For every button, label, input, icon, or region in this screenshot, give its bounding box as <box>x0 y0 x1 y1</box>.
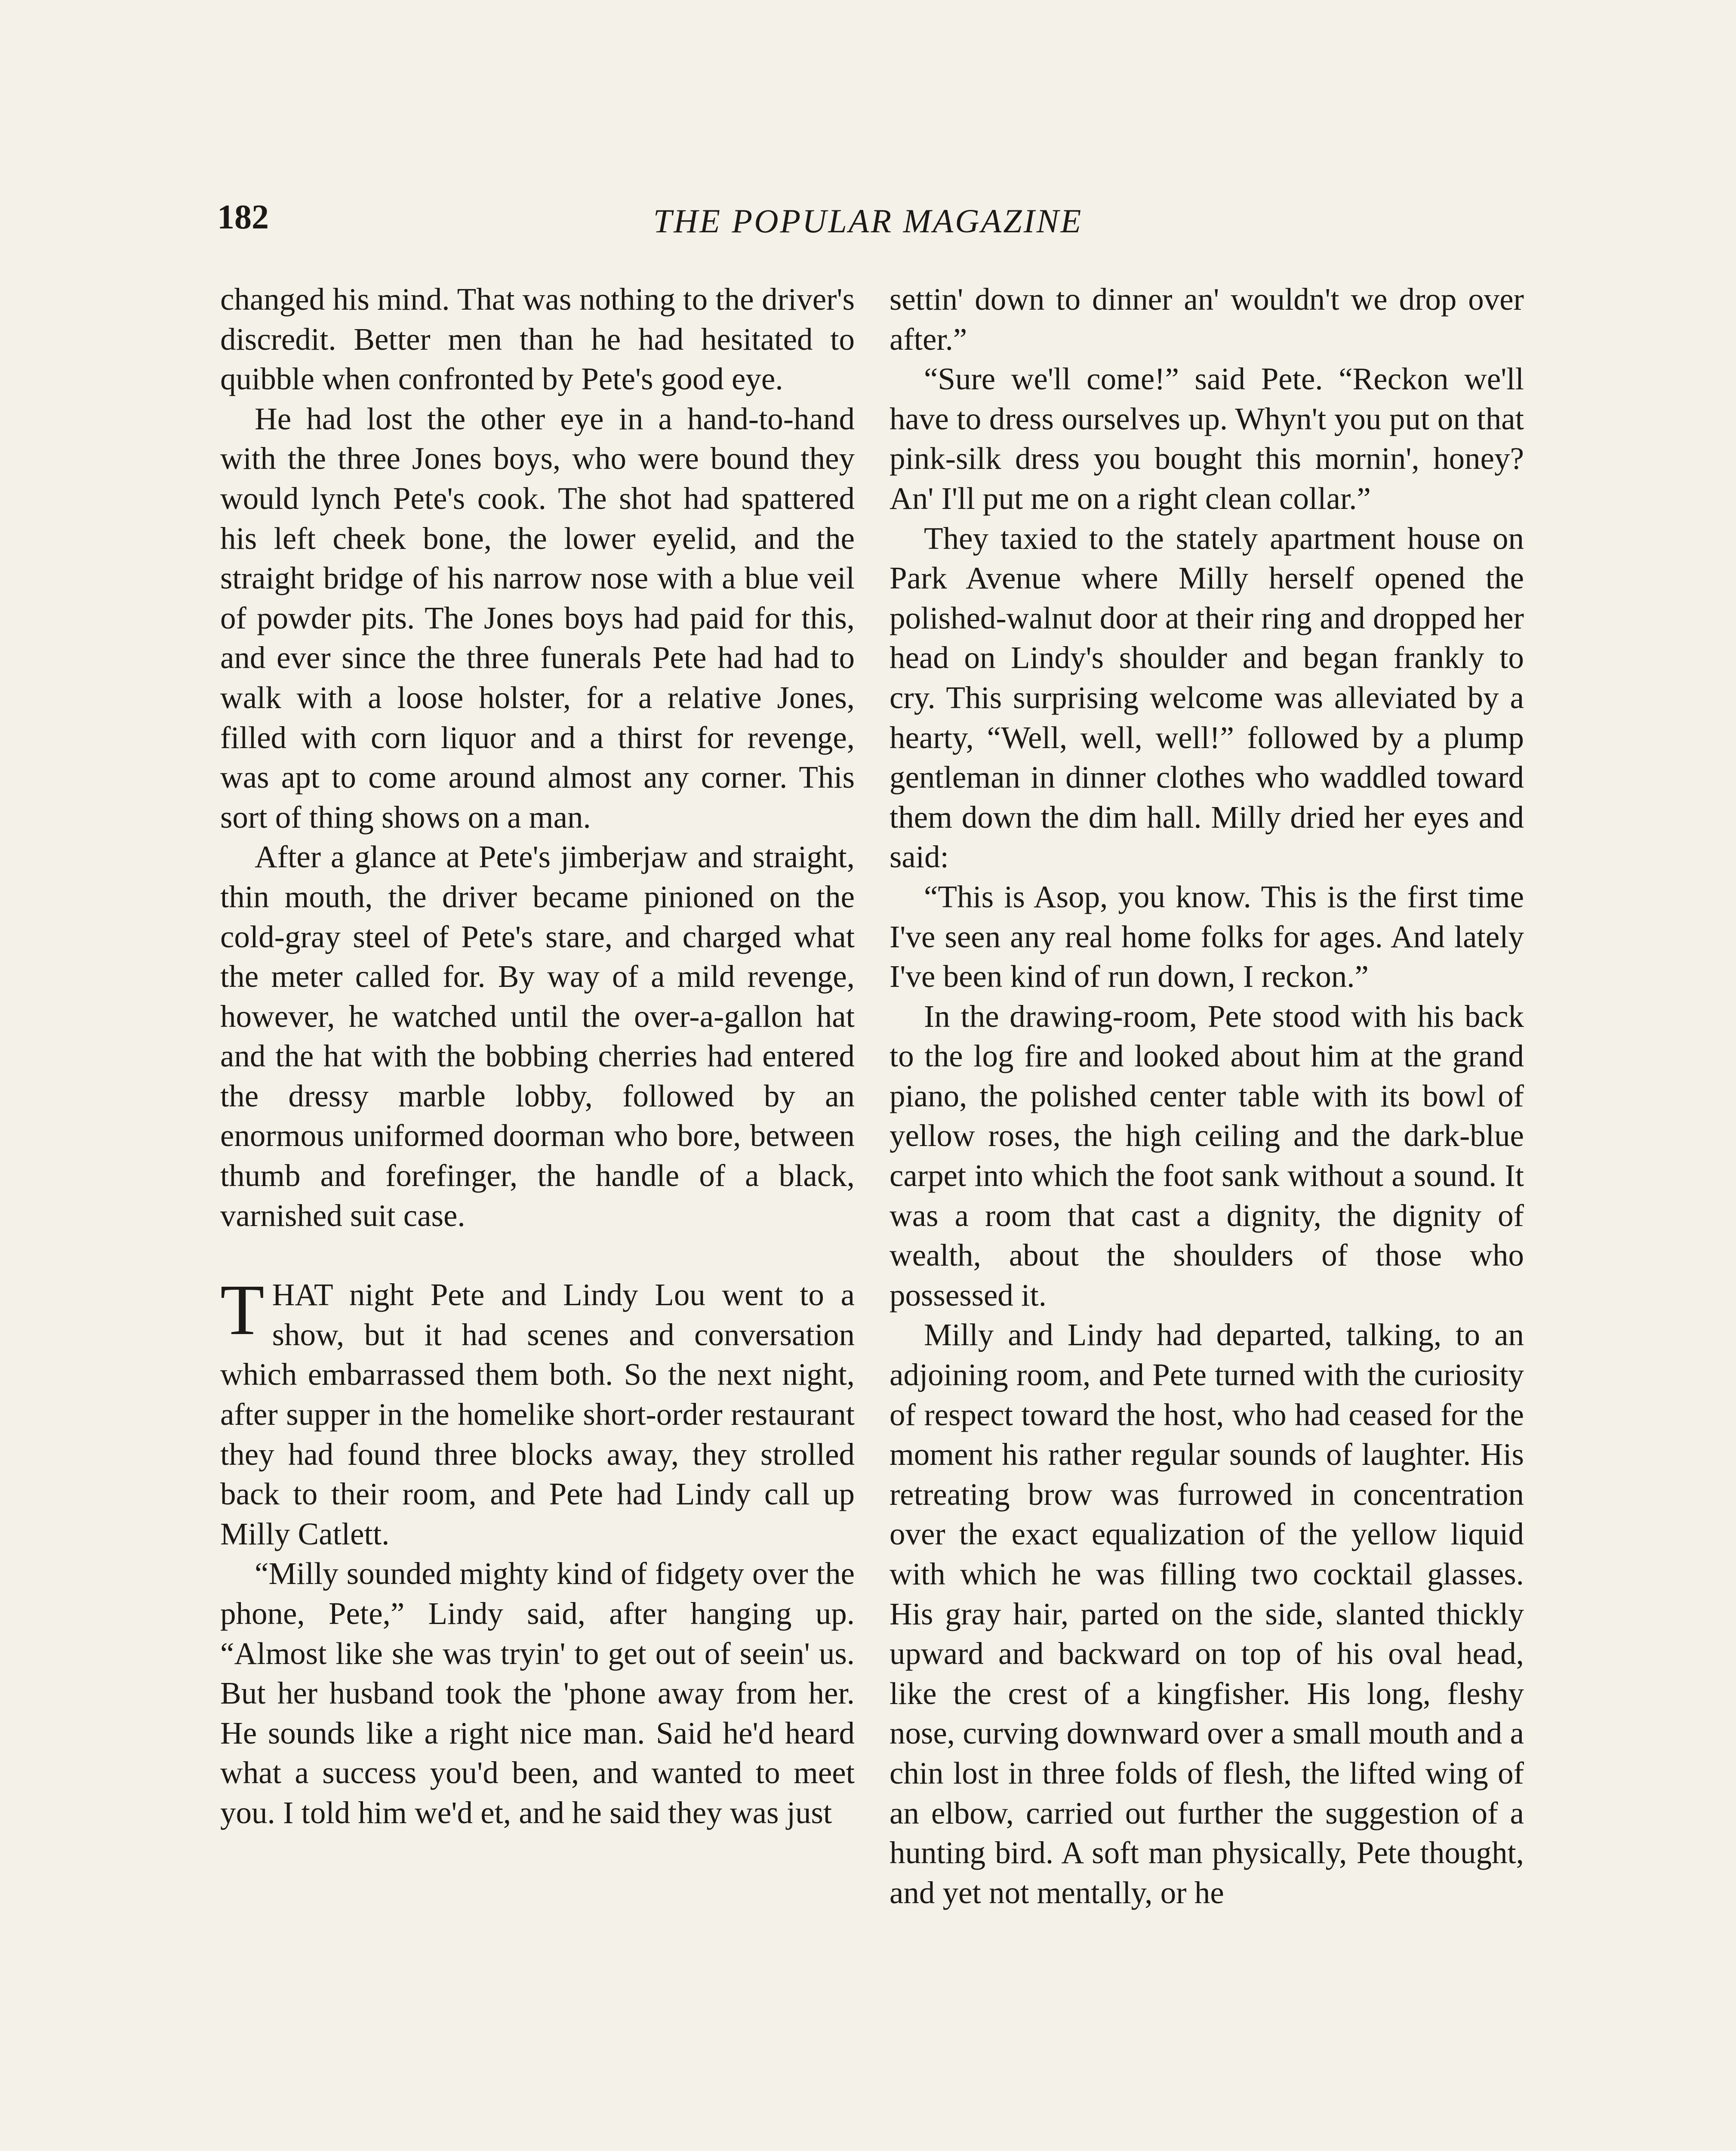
section-paragraph <box>220 1270 855 1554</box>
paragraph: “This is Asop, you know. This is the first time I've seen any real home folks for ages. And lately I've been kind of run down, I reckon.” <box>890 879 1524 994</box>
paragraph: They taxied to the stately apartment house on Park Avenue where Milly herself opened the polished-walnut door at their ring and dropped her head on Lindy's shoulder and began frankly to cry. This surprising welcome was alleviated by a hearty, “Well, well, well!” followed by a plump gentleman in dinner clothes who waddled toward them down the dim hall. Milly dried her eyes and said: <box>890 521 1524 875</box>
left-column <box>220 280 855 1833</box>
paragraph: settin' down to dinner an' wouldn't we drop over after.” <box>890 282 1524 357</box>
paragraph: In the drawing-room, Pete stood with his back to the log fire and looked about him at the grand piano, the polished center table with its bowl of yellow roses, the high ceiling and the dark-blue carpet into which the foot sank without a sound. It was a room that cast a dignity, the dignity of wealth, about the shoulders of those who possessed it. <box>890 998 1524 1313</box>
paragraph: “Sure we'll come!” said Pete. “Reckon we'll have to dress ourselves up. Whyn't you put on that pink-silk dress you bought this mornin', honey? An' I'll put me on a right clean collar.” <box>890 361 1524 516</box>
running-head: THE POPULAR MAGAZINE <box>653 202 1083 240</box>
paragraph: “Milly sounded mighty kind of fidgety over the phone, Pete,” Lindy said, after hanging up. “Almost like she was tryin' to get out of seein' us. But her husband took the 'phone away from her. He sounds like a right nice man. Said he'd heard what a success you'd been, and wanted to meet you. I told him we'd et, and he said they was just <box>220 1556 855 1830</box>
paragraph: After a glance at Pete's jimberjaw and straight, thin mouth, the driver became pinioned on the cold-gray steel of Pete's stare, and charged what the meter called for. By way of a mild revenge, however, he watched until the over-a-gallon hat and the hat with the bobbing cherries had entered the dressy marble lobby, followed by an enormous uniformed doorman who bore, between thumb and forefinger, the handle of a black, varnished suit case. <box>220 839 855 1233</box>
page-number: 182 <box>217 198 269 236</box>
drop-cap: T <box>220 1270 265 1350</box>
paragraph: Milly and Lindy had departed, talking, to an adjoining room, and Pete turned with the curiosity of respect toward the host, who had ceased for the moment his rather regular sounds of laughter. His retreating brow was furrowed in concentration over the exact equalization of the yellow liquid with which he was filling two cocktail glasses. His gray hair, parted on the side, slanted thickly upward and backward on top of his oval head, like the crest of a kingfisher. His long, fleshy nose, curving downward over a small mouth and a chin lost in three folds of flesh, the lifted wing of an elbow, carried out further the suggestion of a hunting bird. A soft man physically, Pete thought, and yet not mentally, or he <box>890 1317 1524 1910</box>
paragraph-text: HAT night Pete and Lindy Lou went to a show, but it had scenes and conversation which embarrassed them both. So the next night, after supper in the homelike short-order restaurant they had found three blocks away, they strolled back to their room, and Pete had Lindy call up Milly Catlett. <box>220 1277 855 1551</box>
right-column <box>890 280 1524 1913</box>
paragraph: changed his mind. That was nothing to the driver's discredit. Better men than he had hesitated to quibble when confronted by Pete's good eye. <box>220 282 855 397</box>
paragraph: He had lost the other eye in a hand-to-hand with the three Jones boys, who were bound they would lynch Pete's cook. The shot had spattered his left cheek bone, the lower eyelid, and the straight bridge of his narrow nose with a blue veil of powder pits. The Jones boys had paid for this, and ever since the three funerals Pete had had to walk with a loose holster, for a relative Jones, filled with corn liquor and a thirst for revenge, was apt to come around almost any corner. This sort of thing shows on a man. <box>220 401 855 835</box>
